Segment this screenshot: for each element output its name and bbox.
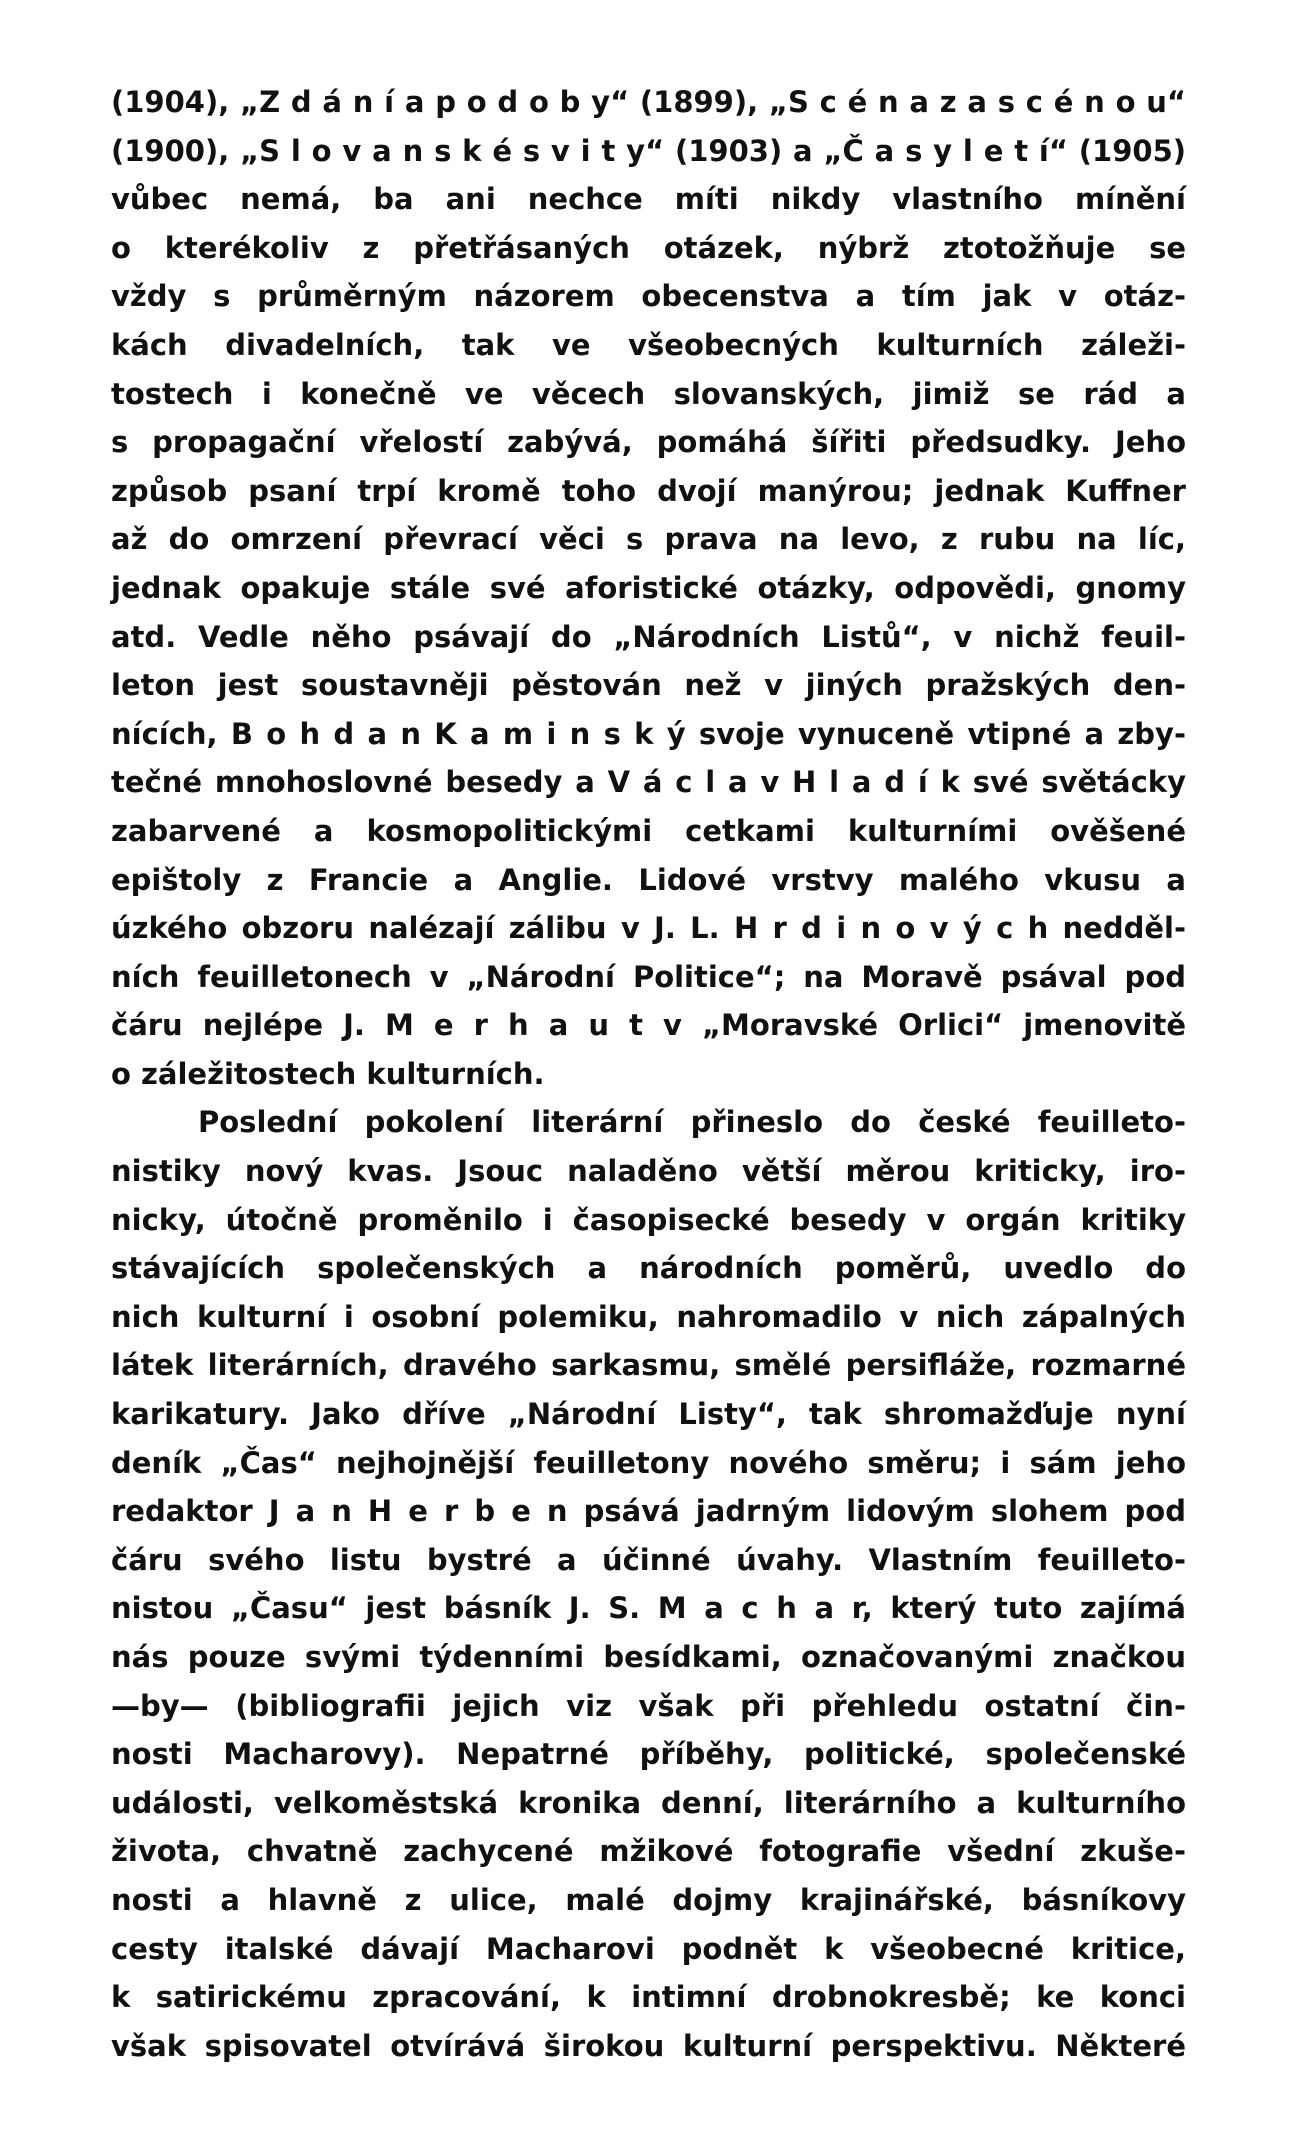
text-line: jednak opakuje stále své aforistické otázky, odpovědi, gnomy — [111, 570, 1186, 605]
text-line: až do omrzení převrací věci s prava na levo, z rubu na líc, — [111, 522, 1186, 557]
text-line: způsob psaní trpí kromě toho dvojí manýrou; jednak Kuffner — [111, 473, 1186, 508]
text-line: nicky, útočně proměnilo i časopisecké besedy v orgán kritiky — [111, 1202, 1186, 1237]
text-line: však spisovatel otvírává širokou kulturní perspektivu. Některé — [111, 2028, 1186, 2063]
text-line: k satirickému zpracování, k intimní drobnokresbě; ke konci — [111, 1980, 1186, 2015]
text-line: (1904), „Z d á n í a p o d o b y“ (1899), „S c é n a z a s c é n o u“ — [111, 85, 1186, 119]
text-line: látek literárních, dravého sarkasmu, smělé persifláže, rozmarné — [111, 1348, 1186, 1383]
text-line: o záležitostech kulturních. — [111, 1056, 545, 1091]
text-line: ních feuilletonech v „Národní Politice“; na Moravě psával pod — [111, 959, 1186, 994]
text-line: nich kulturní i osobní polemiku, nahromadilo v nich zápalných — [111, 1299, 1186, 1334]
paragraph — [111, 1098, 1186, 2070]
page-text — [111, 78, 1186, 2070]
text-line: s propagační vřelostí zabývá, pomáhá šířiti předsudky. Jeho — [111, 425, 1186, 460]
text-line: leton jest soustavněji pěstován než v jiných pražských den- — [111, 668, 1186, 703]
text-line: kách divadelních, tak ve všeobecných kulturních záleži- — [111, 327, 1186, 362]
text-line: čáru svého listu bystré a účinné úvahy. Vlastním feuilleto- — [111, 1542, 1186, 1577]
text-line: čáru nejlépe J. M e r h a u t v „Moravské Orlici“ jmenovitě — [111, 1008, 1186, 1043]
text-line: vždy s průměrným názorem obecenstva a tím jak v otáz- — [111, 279, 1186, 314]
text-line: cesty italské dávají Macharovi podnět k všeobecné kritice, — [111, 1931, 1186, 1966]
text-line: (1900), „S l o v a n s k é s v i t y“ (1903) a „Č a s y l e t í“ (1905) — [111, 133, 1186, 168]
text-line: tostech i konečně ve věcech slovanských, jimiž se rád a — [111, 376, 1186, 411]
text-line: události, velkoměstská kronika denní, literárního a kulturního — [111, 1785, 1186, 1820]
text-line: nistiky nový kvas. Jsouc naladěno větší měrou kriticky, iro- — [111, 1154, 1186, 1189]
text-line: vůbec nemá, ba ani nechce míti nikdy vlastního mínění — [111, 182, 1186, 217]
text-line: deník „Čas“ nejhojnější feuilletony nového směru; i sám jeho — [111, 1445, 1186, 1480]
text-line: Poslední pokolení literární přineslo do české feuilleto- — [198, 1105, 1186, 1140]
text-line: nosti a hlavně z ulice, malé dojmy krajinářské, básníkovy — [111, 1882, 1186, 1917]
text-line: úzkého obzoru nalézají zálibu v J. L. H r d i n o v ý c h nedděl- — [111, 911, 1186, 946]
text-line: o kterékoliv z přetřásaných otázek, nýbrž ztotožňuje se — [111, 230, 1186, 265]
text-line: epištoly z Francie a Anglie. Lidové vrstvy malého vkusu a — [111, 862, 1186, 897]
text-line: —by— (bibliografii jejich viz však při přehledu ostatní čin- — [111, 1688, 1186, 1723]
text-line: nosti Macharovy). Nepatrné příběhy, politické, společenské — [111, 1737, 1186, 1772]
text-line: nistou „Času“ jest básník J. S. M a c h a r, který tuto zajímá — [111, 1591, 1186, 1626]
text-line: nás pouze svými týdenními besídkami, označovanými značkou — [111, 1640, 1186, 1674]
text-line: života, chvatně zachycené mžikové fotografie všední zkuše- — [111, 1834, 1186, 1869]
text-line: atd. Vedle něho psávají do „Národních Listů“, v nichž feuil- — [111, 619, 1186, 654]
text-line: tečné mnohoslovné besedy a V á c l a v H l a d í k své světácky — [111, 765, 1186, 800]
paragraph — [111, 78, 1186, 1098]
text-line: redaktor J a n H e r b e n psává jadrným lidovým slohem pod — [111, 1494, 1186, 1529]
text-line: nících, B o h d a n K a m i n s k ý svoje vynuceně vtipné a zby- — [111, 716, 1186, 751]
text-line: karikatury. Jako dříve „Národní Listy“, tak shromažďuje nyní — [111, 1397, 1186, 1432]
text-line: stávajících společenských a národních poměrů, uvedlo do — [111, 1251, 1186, 1286]
text-line: zabarvené a kosmopolitickými cetkami kulturními ověšené — [111, 813, 1186, 848]
